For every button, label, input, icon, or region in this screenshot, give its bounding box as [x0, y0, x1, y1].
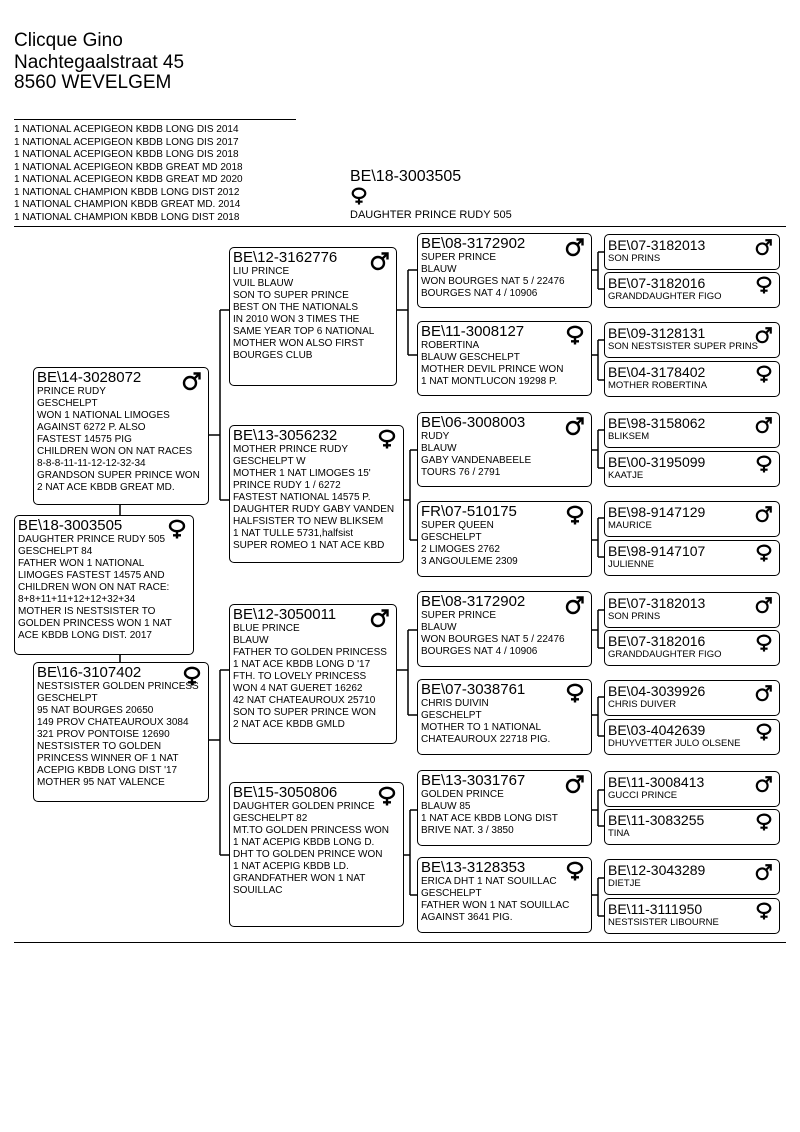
pedigree-card-gen4-10 — [604, 630, 780, 666]
sex-indicator — [167, 519, 187, 544]
female-symbol-icon — [755, 455, 773, 473]
card-text-line: SON TO SUPER PRINCE — [233, 290, 349, 301]
card-text-line: CHATEAUROUX 22718 PIG. — [421, 734, 551, 745]
card-text-line: FATHER WON 1 NATIONAL — [18, 558, 145, 569]
pedigree-card-sire — [33, 367, 209, 505]
female-symbol-icon — [565, 325, 585, 345]
pedigree-card-dam-dam — [229, 782, 404, 927]
sex-indicator — [755, 455, 773, 478]
card-text-line: GESCHELPT — [421, 532, 482, 543]
pedigree-card-sire-dam — [229, 425, 404, 563]
pedigree-card-gen4-11 — [604, 680, 780, 716]
card-text-line: MOTHER ROBERTINA — [608, 380, 708, 391]
ring-number: BE\07-3038761 — [421, 681, 526, 698]
card-text-line: KAATJE — [608, 470, 644, 481]
card-text-line: PRINCE RUDY 1 / 6272 — [233, 480, 341, 491]
pedigree-card-gen4-8 — [604, 540, 780, 576]
card-text-line: WON BOURGES NAT 5 / 22476 — [421, 276, 565, 287]
card-text-line: DAUGHTER RUDY GABY VANDEN — [233, 504, 395, 515]
subject-name: DAUGHTER PRINCE RUDY 505 — [350, 209, 512, 221]
pedigree-card-subject — [14, 515, 194, 655]
card-text-line: 1 NAT MONTLUCON 19298 P. — [421, 376, 558, 387]
card-text-line: 2 LIMOGES 2762 — [421, 544, 500, 555]
card-text-line: GESCHELPT W — [233, 456, 306, 467]
ring-number: BE\13-3056232 — [233, 427, 338, 444]
card-text-line: 1 NAT TULLE 5731,halfsist — [233, 528, 354, 539]
card-text-line: GESCHELPT — [421, 710, 482, 721]
ring-number: BE\07-3182016 — [608, 275, 706, 291]
female-symbol-icon — [565, 505, 585, 525]
card-text-line: DAUGHTER GOLDEN PRINCE — [233, 801, 375, 812]
card-text-line: GOLDEN PRINCE — [421, 789, 504, 800]
male-symbol-icon — [370, 608, 390, 628]
sex-indicator — [755, 544, 773, 567]
ring-number: FR\07-510175 — [421, 503, 517, 520]
card-text-line: 8-8-8-11-11-12-12-32-34 — [37, 458, 146, 469]
pedigree-card-gen4-3 — [604, 322, 780, 358]
card-text-line: 1 NAT ACE KBDB LONG DIST — [421, 813, 558, 824]
female-symbol-icon — [377, 429, 397, 449]
card-text-line: CHILDREN WON ON NAT RACES — [37, 446, 193, 457]
ring-number: BE\08-3172902 — [421, 593, 526, 610]
sex-indicator — [182, 371, 202, 396]
sex-indicator — [565, 237, 585, 262]
card-text-line: FATHER TO GOLDEN PRINCESS — [233, 647, 387, 658]
card-text-line: ERICA DHT 1 NAT SOUILLAC — [421, 876, 557, 887]
card-text-line: 95 NAT BOURGES 20650 — [37, 705, 154, 716]
ring-number: BE\12-3043289 — [608, 862, 706, 878]
female-symbol-icon — [167, 519, 187, 539]
sex-indicator — [755, 813, 773, 836]
sex-indicator — [377, 786, 397, 811]
pedigree-card-gen4-7 — [604, 501, 780, 537]
female-symbol-icon — [377, 786, 397, 806]
card-text-line: MOTHER WON ALSO FIRST — [233, 338, 365, 349]
card-text-line: TINA — [608, 828, 630, 839]
card-text-line: 149 PROV CHATEAUROUX 3084 — [37, 717, 189, 728]
ring-number: BE\08-3172902 — [421, 235, 526, 252]
card-text-line: BLAUW — [421, 443, 457, 454]
sex-indicator — [755, 365, 773, 388]
pedigree-card-gen4-6 — [604, 451, 780, 487]
card-text-line: GESCHELPT 84 — [18, 546, 93, 557]
card-text-line: SUPER PRINCE — [421, 610, 497, 621]
card-text-line: CHRIS DUIVER — [608, 699, 677, 710]
ring-number: BE\15-3050806 — [233, 784, 338, 801]
card-text-line: VUIL BLAUW — [233, 278, 294, 289]
achievement-item: 1 NATIONAL ACEPIGEON KBDB LONG DIS 2018 — [14, 149, 239, 160]
card-text-line: 42 NAT CHATEAUROUX 25710 — [233, 695, 376, 706]
card-text-line: SUPER ROMEO 1 NAT ACE KBD — [233, 540, 385, 551]
card-text-line: BLAUW GESCHELPT — [421, 352, 520, 363]
card-text-line: GRANDDAUGHTER FIGO — [608, 291, 722, 302]
ring-number: BE\13-3031767 — [421, 772, 526, 789]
card-text-line: NESTSISTER GOLDEN PRINCESS — [37, 681, 199, 692]
pedigree-card-gen4-5 — [604, 412, 780, 448]
owner-city: 8560 WEVELGEM — [14, 72, 172, 93]
card-text-line: MOTHER DEVIL PRINCE WON — [421, 364, 564, 375]
card-text-line: 321 PROV PONTOISE 12690 — [37, 729, 170, 740]
card-text-line: MOTHER 95 NAT VALENCE — [37, 777, 165, 788]
card-text-line: GESCHELPT 82 — [233, 813, 308, 824]
ring-number: BE\11-3083255 — [608, 812, 705, 828]
card-text-line: LIU PRINCE — [233, 266, 290, 277]
male-symbol-icon — [755, 238, 773, 256]
male-symbol-icon — [755, 684, 773, 702]
card-text-line: AGAINST 3641 PIG. — [421, 912, 513, 923]
female-symbol-icon — [755, 544, 773, 562]
pedigree-card-gen4-14 — [604, 809, 780, 845]
sex-indicator — [755, 276, 773, 299]
card-text-line: ROBERTINA — [421, 340, 480, 351]
pedigree-card-gen4-12 — [604, 719, 780, 755]
ring-number: BE\11-3008127 — [421, 323, 525, 340]
ring-number: BE\12-3162776 — [233, 249, 338, 266]
card-text-line: FTH. TO LOVELY PRINCESS — [233, 671, 367, 682]
card-text-line: 3 ANGOULEME 2309 — [421, 556, 518, 567]
card-text-line: FASTEST NATIONAL 14575 P. — [233, 492, 371, 503]
card-text-line: ACEPIG KBDB LONG DIST '17 — [37, 765, 178, 776]
pedigree-card-dam-sire — [229, 604, 397, 744]
sex-indicator — [565, 861, 585, 886]
card-text-line: NESTSISTER LIBOURNE — [608, 917, 719, 928]
male-symbol-icon — [565, 416, 585, 436]
sex-indicator — [565, 683, 585, 708]
pedigree-card-gen4-13 — [604, 771, 780, 807]
pedigree-card-sire-sire — [229, 247, 397, 386]
male-symbol-icon — [565, 774, 585, 794]
card-text-line: 2 NAT ACE KBDB GREAT MD. — [37, 482, 175, 493]
ring-number: BE\07-3182013 — [608, 595, 706, 611]
pedigree-card-sire-dam-dam — [417, 501, 592, 577]
ring-number: BE\12-3050011 — [233, 606, 337, 623]
pedigree-card-dam-sire-sire — [417, 591, 592, 667]
card-text-line: CHILDREN WON ON NAT RACE: — [18, 582, 170, 593]
card-text-line: RUDY — [421, 431, 450, 442]
card-text-line: PRINCE RUDY — [37, 386, 106, 397]
card-text-line: CHRIS DUIVIN — [421, 698, 489, 709]
card-text-line: PRINCESS WINNER OF 1 NAT — [37, 753, 179, 764]
pedigree-card-dam-dam-sire — [417, 770, 592, 846]
ring-number: BE\04-3178402 — [608, 364, 706, 380]
card-text-line: BEST ON THE NATIONALS — [233, 302, 359, 313]
pedigree-card-dam-sire-dam — [417, 679, 592, 755]
achievement-item: 1 NATIONAL ACEPIGEON KBDB LONG DIS 2017 — [14, 136, 239, 148]
card-text-line: 1 NAT ACEPIG KBDB LONG D. — [233, 837, 375, 848]
sex-indicator — [182, 666, 202, 691]
achievement-item: 1 NATIONAL ACEPIGEON KBDB GREAT MD 2018 — [14, 161, 243, 173]
card-text-line: BRIVE NAT. 3 / 3850 — [421, 825, 514, 836]
card-text-line: LIMOGES FASTEST 14575 AND — [18, 570, 165, 581]
card-text-line: DHT TO GOLDEN PRINCE WON — [233, 849, 383, 860]
card-text-line: 2 NAT ACE KBDB GMLD — [233, 719, 345, 730]
sex-indicator — [755, 634, 773, 657]
pedigree-card-gen4-16 — [604, 898, 780, 934]
ring-number: BE\11-3008413 — [608, 774, 705, 790]
card-text-line: ACE KBDB LONG DIST. 2017 — [18, 630, 152, 641]
sex-indicator — [755, 902, 773, 925]
sex-indicator — [565, 505, 585, 530]
male-symbol-icon — [755, 326, 773, 344]
card-text-line: SUPER PRINCE — [421, 252, 497, 263]
card-text-line: HALFSISTER TO NEW BLIKSEM — [233, 516, 384, 527]
card-text-line: BLIKSEM — [608, 431, 650, 442]
pedigree-card-gen4-4 — [604, 361, 780, 397]
card-text-line: GUCCI PRINCE — [608, 790, 678, 801]
male-symbol-icon — [565, 237, 585, 257]
ring-number: BE\13-3128353 — [421, 859, 526, 876]
female-symbol-icon — [755, 276, 773, 294]
ring-number: BE\07-3182013 — [608, 237, 706, 253]
card-text-line: FASTEST 14575 PIG — [37, 434, 132, 445]
card-text-line: MOTHER PRINCE RUDY — [233, 444, 349, 455]
pedigree-card-dam-dam-dam — [417, 857, 592, 933]
card-text-line: GESCHELPT — [37, 398, 98, 409]
sex-indicator — [377, 429, 397, 454]
card-text-line: BLAUW — [233, 635, 269, 646]
card-text-line: SAME YEAR TOP 6 NATIONAL — [233, 326, 375, 337]
sex-indicator — [565, 774, 585, 799]
female-symbol-icon — [755, 634, 773, 652]
card-text-line: SON PRINS — [608, 253, 661, 264]
card-text-line: JULIENNE — [608, 559, 654, 570]
card-text-line: WON 4 NAT GUERET 16262 — [233, 683, 363, 694]
ring-number: BE\18-3003505 — [18, 517, 123, 534]
card-text-line: SON NESTSISTER SUPER PRINS — [608, 341, 758, 352]
card-text-line: SON TO SUPER PRINCE WON — [233, 707, 376, 718]
male-symbol-icon — [755, 596, 773, 614]
female-symbol-icon — [755, 723, 773, 741]
card-text-line: MT.TO GOLDEN PRINCESS WON — [233, 825, 389, 836]
sex-indicator — [755, 723, 773, 746]
card-text-line: DIETJE — [608, 878, 641, 889]
female-symbol-icon — [182, 666, 202, 686]
card-text-line: GRANDDAUGHTER FIGO — [608, 649, 722, 660]
male-symbol-icon — [565, 595, 585, 615]
subject-ring-number: BE\18-3003505 — [350, 168, 462, 185]
sex-indicator — [755, 775, 773, 798]
card-text-line: AGAINST 6272 P. ALSO — [37, 422, 146, 433]
card-text-line: SUPER QUEEN — [421, 520, 494, 531]
card-text-line: WON 1 NATIONAL LIMOGES — [37, 410, 170, 421]
sex-indicator — [755, 684, 773, 707]
sex-indicator — [755, 863, 773, 886]
male-symbol-icon — [755, 505, 773, 523]
card-text-line: TOURS 76 / 2791 — [421, 467, 501, 478]
sex-indicator — [755, 326, 773, 349]
achievement-item: 1 NATIONAL CHAMPION KBDB GREAT MD. 2014 — [14, 199, 241, 210]
card-text-line: 8+8+11+11+12+12+32+34 — [18, 594, 136, 605]
ring-number: BE\16-3107402 — [37, 664, 142, 681]
owner-name: Clicque Gino — [14, 30, 123, 51]
sex-indicator — [755, 238, 773, 261]
card-text-line: MOTHER IS NESTSISTER TO — [18, 606, 156, 617]
card-text-line: DAUGHTER PRINCE RUDY 505 — [18, 534, 166, 545]
female-symbol-icon — [565, 683, 585, 703]
card-text-line: MOTHER TO 1 NATIONAL — [421, 722, 542, 733]
card-text-line: GESCHELPT — [37, 693, 98, 704]
ring-number: BE\14-3028072 — [37, 369, 142, 386]
card-text-line: 1 NAT ACEPIG KBDB LD. — [233, 861, 349, 872]
male-symbol-icon — [182, 371, 202, 391]
sex-indicator — [755, 505, 773, 528]
sex-indicator — [755, 416, 773, 439]
sex-indicator — [370, 608, 390, 633]
pedigree-card-gen4-9 — [604, 592, 780, 628]
owner-street: Nachtegaalstraat 45 — [14, 52, 185, 73]
ring-number: BE\00-3195099 — [608, 454, 706, 470]
ring-number: BE\06-3008003 — [421, 414, 526, 431]
card-text-line: IN 2010 WON 3 TIMES THE — [233, 314, 360, 325]
achievement-item: 1 NATIONAL CHAMPION KBDB LONG DIST 2012 — [14, 186, 240, 198]
sex-indicator — [565, 416, 585, 441]
card-text-line: SOUILLAC — [233, 885, 283, 896]
card-text-line: NESTSISTER TO GOLDEN — [37, 741, 162, 752]
card-text-line: BLAUW — [421, 264, 457, 275]
pedigree-card-sire-sire-dam — [417, 321, 592, 396]
ring-number: BE\11-3111950 — [608, 901, 703, 917]
pedigree-card-gen4-1 — [604, 234, 780, 270]
card-text-line: MAURICE — [608, 520, 652, 531]
pedigree-card-sire-dam-sire — [417, 412, 592, 487]
ring-number: BE\98-3158062 — [608, 415, 706, 431]
card-text-line: GABY VANDENABEELE — [421, 455, 532, 466]
sex-indicator — [565, 325, 585, 350]
female-symbol-icon — [755, 365, 773, 383]
achievement-item: 1 NATIONAL ACEPIGEON KBDB LONG DIS 2014 — [14, 124, 239, 135]
sex-indicator — [755, 596, 773, 619]
pedigree-card-gen4-2 — [604, 272, 780, 308]
achievement-item: 1 NATIONAL ACEPIGEON KBDB GREAT MD 2020 — [14, 174, 243, 185]
male-symbol-icon — [755, 416, 773, 434]
card-text-line: BOURGES NAT 4 / 10906 — [421, 646, 538, 657]
card-text-line: BOURGES NAT 4 / 10906 — [421, 288, 538, 299]
pedigree-card-gen4-15 — [604, 859, 780, 895]
ring-number: BE\04-3039926 — [608, 683, 706, 699]
male-symbol-icon — [370, 251, 390, 271]
card-text-line: WON BOURGES NAT 5 / 22476 — [421, 634, 565, 645]
ring-number: BE\03-4042639 — [608, 722, 706, 738]
ring-number: BE\09-3128131 — [608, 325, 706, 341]
card-text-line: BLUE PRINCE — [233, 623, 300, 634]
male-symbol-icon — [755, 775, 773, 793]
female-symbol-icon — [565, 861, 585, 881]
card-text-line: SON PRINS — [608, 611, 661, 622]
female-symbol-icon — [755, 813, 773, 831]
card-text-line: GRANDSON SUPER PRINCE WON — [37, 470, 200, 481]
card-text-line: GESCHELPT — [421, 888, 482, 899]
pedigree-card-dam — [33, 662, 209, 802]
card-text-line: BOURGES CLUB — [233, 350, 313, 361]
card-text-line: GOLDEN PRINCESS WON 1 NAT — [18, 618, 172, 629]
sex-indicator — [370, 251, 390, 276]
card-text-line: 1 NAT ACE KBDB LONG D '17 — [233, 659, 371, 670]
male-symbol-icon — [755, 863, 773, 881]
achievement-item: 1 NATIONAL CHAMPION KBDB LONG DIST 2018 — [14, 211, 240, 223]
card-text-line: FATHER WON 1 NAT SOUILLAC — [421, 900, 570, 911]
ring-number: BE\98-9147129 — [608, 504, 706, 520]
card-text-line: MOTHER 1 NAT LIMOGES 15' — [233, 468, 371, 479]
female-symbol-icon — [755, 902, 773, 920]
ring-number: BE\07-3182016 — [608, 633, 706, 649]
ring-number: BE\98-9147107 — [608, 543, 706, 559]
card-text-line: GRANDFATHER WON 1 NAT — [233, 873, 366, 884]
card-text-line: DHUYVETTER JULO OLSENE — [608, 738, 741, 749]
sex-indicator — [565, 595, 585, 620]
pedigree-card-sire-sire-sire — [417, 233, 592, 308]
card-text-line: BLAUW — [421, 622, 457, 633]
card-text-line: BLAUW 85 — [421, 801, 471, 812]
